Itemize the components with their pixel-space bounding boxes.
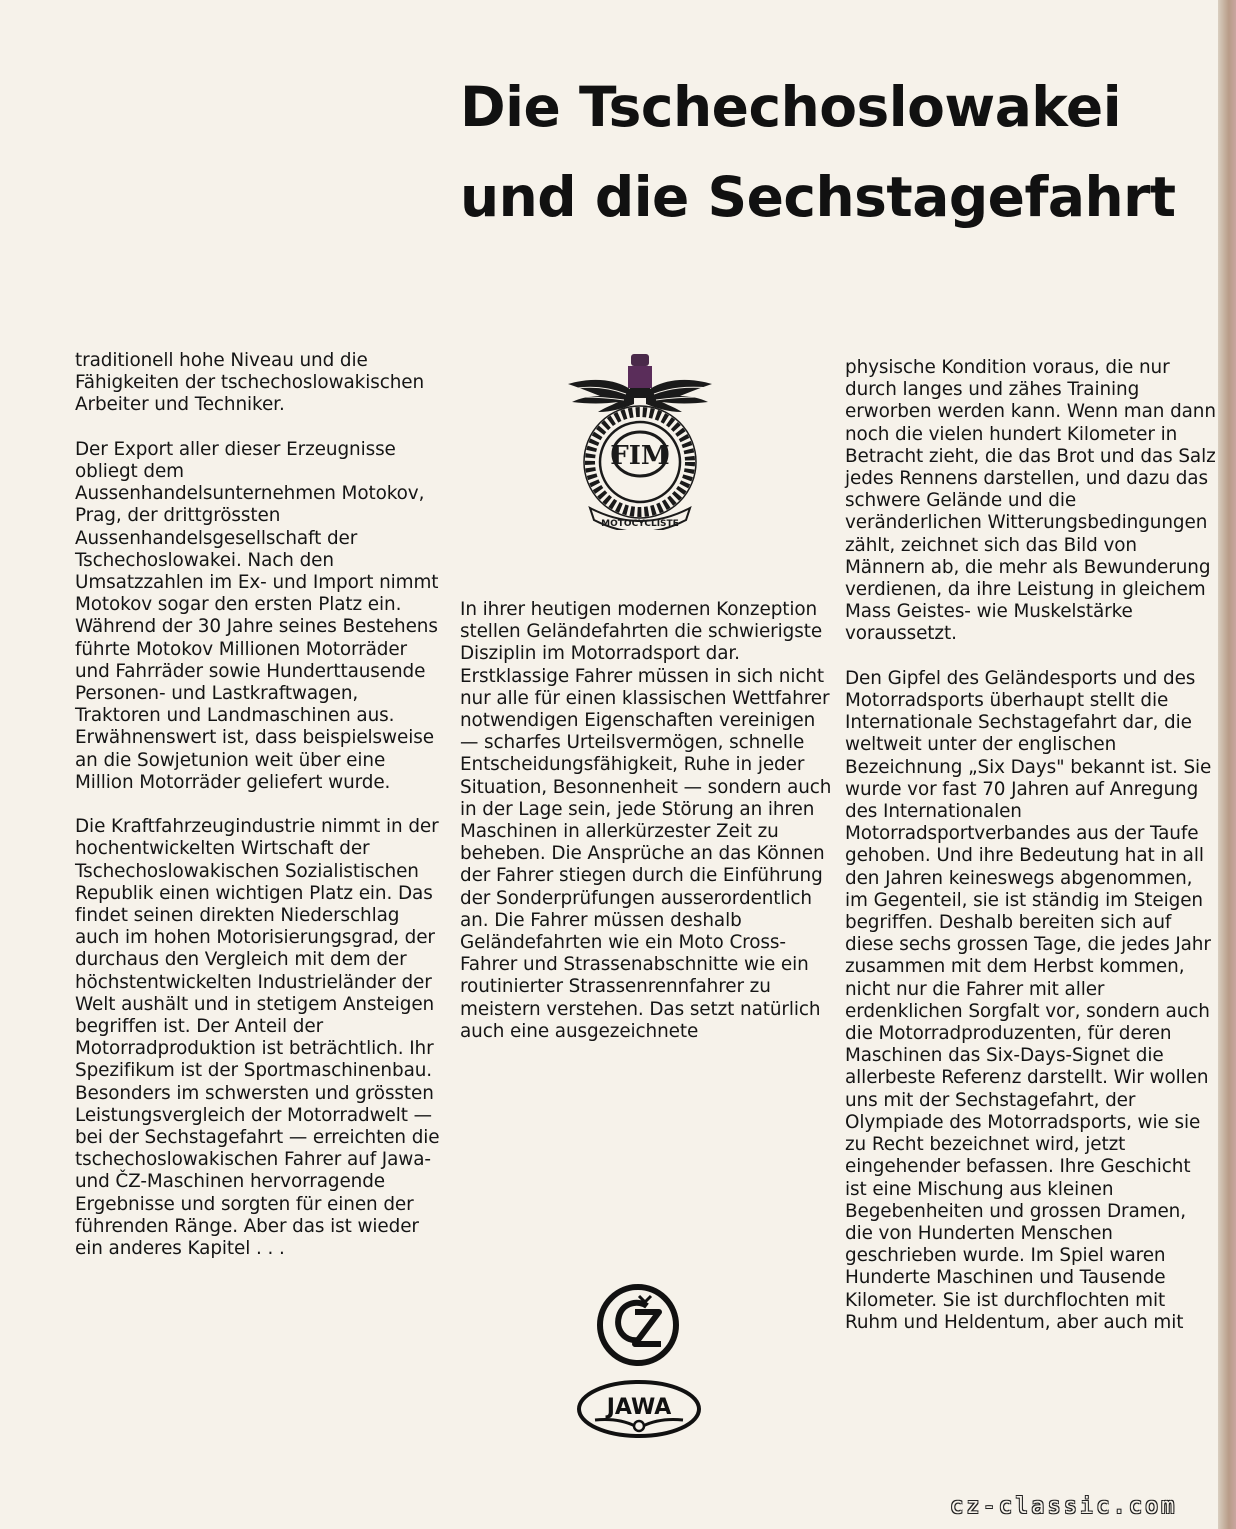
- title-line-1: Die Tschechoslowakei: [460, 75, 1122, 139]
- column-middle: [460, 599, 832, 1065]
- svg-text:FIM: FIM: [610, 441, 670, 471]
- paragraph: Der Export aller dieser Erzeugnisse obliegt dem Aussenhandelsunternehmen Motokov, Prag, der drittgrössten Aussenhandelsgesellschaft der Tschechoslowakei. Nach den Umsatzzahlen im Ex- und Import nimmt Motokov sogar den ersten Platz ein. Während der 30 Jahre seines Bestehens führte Motokov Millionen Motorräder und Fahrräder sowie Hunderttausende Personen- und Lastkraftwagen, Traktoren und Landmaschinen aus. Erwähnenswert ist, dass beispielsweise an die Sowjetunion weit über eine Million Motorräder geliefert wurde.: [75, 438, 439, 793]
- paragraph: Die Kraftfahrzeugindustrie nimmt in der hochentwickelten Wirtschaft der Tschechoslowakischen Sozialistischen Republik einen wichtigen Platz ein. Das findet seinen direkten Niederschlag auch im hohen Motorisierungsgrad, der durchaus den Vergleich mit dem der höchstentwickelten Industrieländer der Welt aushält und in stetigem Ansteigen begriffen ist. Der Anteil der Motorradproduktion ist beträchtlich. Ihr Spezifikum ist der Sportmaschinenbau. Besonders im schwersten und grössten Leistungsvergleich der Motorradwelt — bei der Sechstagefahrt — erreichten die tschechoslowakischen Fahrer auf Jawa- und ČZ-Maschinen hervorragende Ergebnisse und sorgten für einen der führenden Ränge. Aber das ist wieder ein anderes Kapitel . . .: [75, 816, 440, 1260]
- svg-text:MOTOCYCLISTE: MOTOCYCLISTE: [601, 519, 679, 529]
- paragraph: traditionell hohe Niveau und die Fähigkeiten der tschechoslowakischen Arbeiter und Techniker.: [75, 350, 425, 416]
- page-edge: [1218, 0, 1236, 1529]
- fim-emblem-icon: [560, 350, 720, 530]
- svg-text:JAWA: JAWA: [606, 1395, 672, 1420]
- title-line-2: und die Sechstagefahrt: [460, 165, 1176, 229]
- paragraph: physische Kondition voraus, die nur durch langes und zähes Training erworben werden kann. Wenn man dann noch die vielen hundert Kilometer in Betracht zieht, die das Brot und das Salz jedes Rennens darstellen, und dazu das schwere Gelände und die veränderlichen Witterungsbedingungen zählt, zeichnet sich das Bild von Männern ab, die mehr als Bewunderung verdienen, da ihre Leistung in gleichem Mass Geistes- wie Muskelstärke voraussetzt.: [845, 357, 1216, 645]
- paragraph: In ihrer heutigen modernen Konzeption stellen Geländefahrten die schwierigste Disziplin im Motorradsport dar. Erstklassige Fahrer müssen in sich nicht nur alle für einen klassischen Wettfahrer notwendigen Eigenschaften vereinigen — scharfes Urteilsvermögen, schnelle Entscheidungsfähigkeit, Ruhe in jeder Situation, Besonnenheit — sondern auch in der Lage sein, jede Störung an ihren Maschinen in allerkürzester Zeit zu beheben. Die Ansprüche an das Können der Fahrer stiegen durch die Einführung der Sonderprüfungen ausserordentlich an. Die Fahrer müssen deshalb Geländefahrten wie ein Moto Cross-Fahrer und Strassenabschnitte wie ein routinierter Strassenrennfahrer zu meistern verstehen. Das setzt natürlich auch eine ausgezeichnete: [460, 599, 832, 1042]
- paragraph: Den Gipfel des Geländesports und des Motorradsports überhaupt stellt die Internationale Sechstagefahrt dar, die weltweit unter der englischen Bezeichnung „Six Days" bekannt ist. Sie wurde vor fast 70 Jahren auf Anregung des Internationalen Motorradsportverbandes aus der Taufe gehoben. Und ihre Bedeutung hat in all den Jahren keineswegs abgenommen, im Gegenteil, sie ist ständig im Steigen begriffen. Deshalb bereiten sich auf diese sechs grossen Tage, die jedes Jahr zusammen mit dem Herbst kommen, nicht nur die Fahrer mit aller erdenklichen Sorgfalt vor, sondern auch die Motorradproduzenten, für deren Maschinen das Six-Days-Signet die allerbeste Referenz darstellt. Wir wollen uns mit der Sechstagefahrt, der Olympiade des Motorradsports, wie sie zu Recht bezeichnet wird, jetzt eingehender befassen. Ihre Geschicht ist eine Mischung aus kleinen Begebenheiten und grossen Dramen, die von Hunderten Menschen geschrieben wurde. Im Spiel waren Hunderte Maschinen und Tausende Kilometer. Sie ist durchflochten mit Ruhm und Heldentum, aber auch mit: [845, 667, 1212, 1333]
- column-left: [75, 350, 445, 1282]
- jawa-logo-icon: [575, 1378, 703, 1440]
- watermark: cz-classic.com: [950, 1494, 1178, 1519]
- page-title: [460, 62, 1220, 242]
- column-right: [845, 357, 1217, 1356]
- cz-logo-icon: [595, 1282, 681, 1368]
